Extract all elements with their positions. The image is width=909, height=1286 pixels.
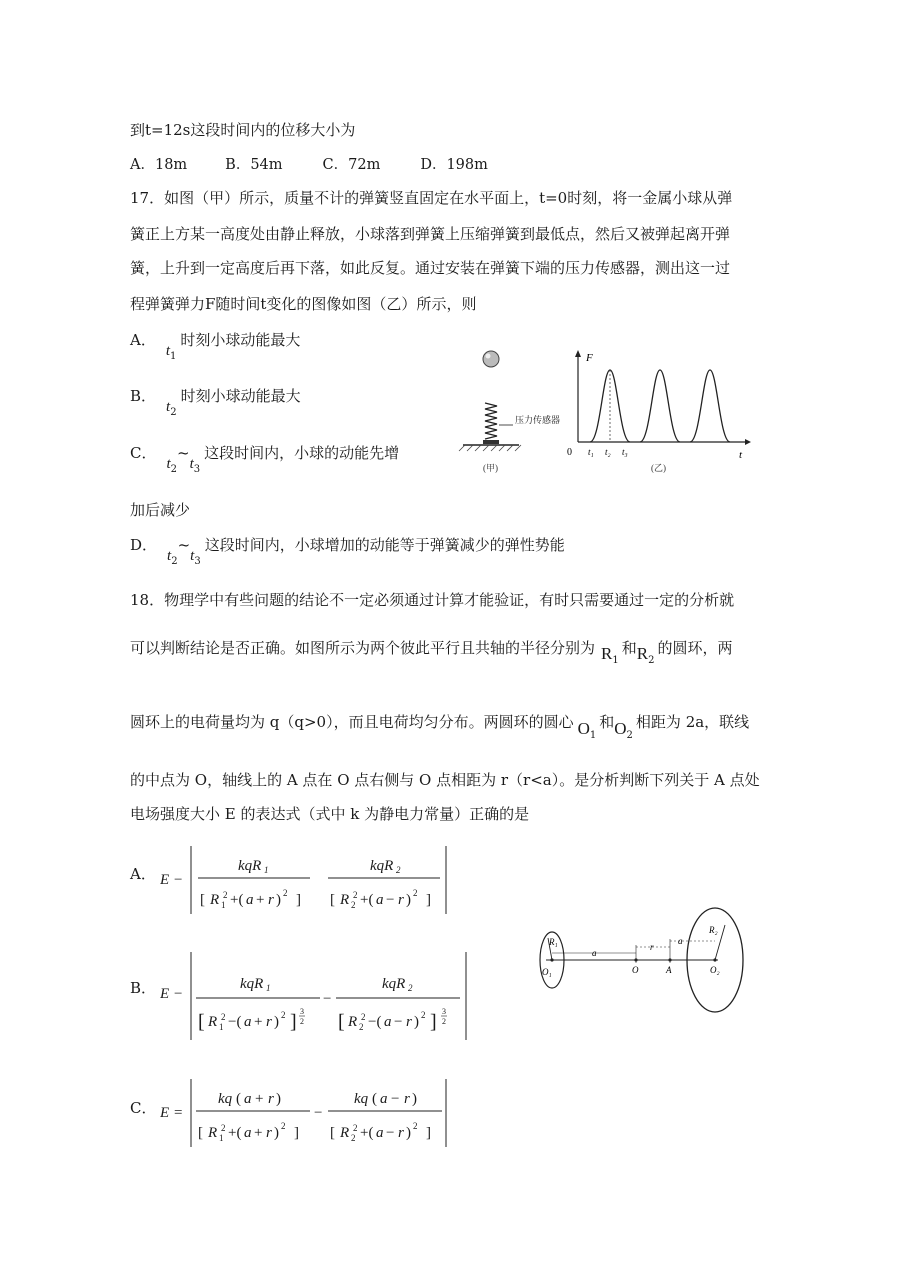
- svg-text:kqR: kqR: [240, 976, 264, 992]
- svg-text:1: 1: [264, 865, 269, 875]
- svg-text:2: 2: [396, 865, 401, 875]
- svg-text:kq: kq: [218, 1091, 233, 1107]
- svg-text:]: ]: [426, 1125, 431, 1141]
- svg-text:2: 2: [413, 1121, 418, 1131]
- svg-text:]: ]: [294, 1125, 299, 1141]
- svg-text:=: =: [174, 1105, 183, 1121]
- label-A: A: [666, 965, 672, 975]
- svg-text:2: 2: [283, 888, 288, 898]
- svg-text:3: 3: [442, 1007, 446, 1016]
- q18-figure: [530, 905, 755, 1020]
- svg-text:[: [: [330, 1125, 335, 1141]
- svg-text:2: 2: [442, 1017, 446, 1026]
- svg-text:−: −: [394, 1014, 403, 1030]
- svg-text:(: (: [372, 1091, 377, 1107]
- svg-text:+: +: [254, 1125, 263, 1141]
- svg-text:r: r: [268, 892, 274, 908]
- svg-text:): ): [274, 1014, 279, 1030]
- svg-text:): ): [414, 1014, 419, 1030]
- svg-text:+: +: [254, 1014, 263, 1030]
- svg-text:−: −: [323, 991, 332, 1007]
- caption-right: (乙): [651, 463, 666, 473]
- svg-text:3: 3: [300, 1007, 304, 1016]
- svg-text:R: R: [340, 892, 350, 908]
- svg-text:+(: +(: [230, 892, 244, 908]
- label-R1: R₁: [549, 937, 558, 947]
- svg-text:r: r: [268, 1091, 274, 1107]
- label-a2: a: [678, 936, 683, 946]
- svg-text:a: a: [246, 892, 254, 908]
- label-a1: a: [592, 948, 597, 958]
- q17-option-d[interactable]: D．$t_2\sim t_3$这段时间内，小球增加的动能等于弹簧减少的弹性势能: [130, 536, 565, 567]
- label-O: O: [632, 965, 639, 975]
- svg-text:2: 2: [421, 1010, 426, 1020]
- svg-text:]: ]: [426, 892, 431, 908]
- caption-left: (甲): [483, 463, 498, 473]
- svg-text:]: ]: [430, 1011, 437, 1033]
- svg-text:]: ]: [296, 892, 301, 908]
- svg-text:+(: +(: [360, 1125, 374, 1141]
- svg-text:R: R: [208, 1014, 218, 1030]
- svg-text:E: E: [160, 1105, 170, 1121]
- svg-text:+(: +(: [228, 1125, 242, 1141]
- q18-line-1: 18．物理学中有些问题的结论不一定必须通过计算才能验证，有时只需要通过一定的分析就: [130, 591, 735, 609]
- q18-option-b-label[interactable]: B．: [130, 979, 157, 997]
- q16-option-a[interactable]: A．18m: [130, 157, 188, 173]
- svg-text:E: E: [160, 986, 170, 1002]
- svg-text:): ): [274, 1125, 279, 1141]
- svg-text:2: 2: [359, 1022, 364, 1032]
- svg-text:r: r: [266, 1014, 272, 1030]
- label-O2: O₂: [710, 965, 720, 975]
- svg-text:a: a: [244, 1091, 252, 1107]
- svg-text:1: 1: [219, 1133, 224, 1143]
- q17-line-2: 簧正上方某一高度处由静止释放，小球落到弹簧上压缩弹簧到最低点，然后又被弹起离开弹: [130, 225, 731, 243]
- q18-formula-b: [160, 948, 480, 1046]
- q16-options: [130, 155, 488, 175]
- svg-text:R: R: [208, 1125, 218, 1141]
- svg-text:): ): [412, 1091, 417, 1107]
- q17-option-c-cont: 加后减少: [130, 501, 191, 519]
- q16-option-d[interactable]: D．198m: [420, 157, 488, 173]
- svg-text:): ): [276, 1091, 281, 1107]
- q16-option-c[interactable]: C．72m: [322, 157, 381, 173]
- svg-text:−(: −(: [368, 1014, 382, 1030]
- svg-text:a: a: [244, 1125, 252, 1141]
- svg-text:−: −: [174, 986, 183, 1002]
- svg-text:2: 2: [361, 1012, 366, 1022]
- svg-text:r: r: [406, 1014, 412, 1030]
- svg-text:r: r: [266, 1125, 272, 1141]
- q18-option-a-label[interactable]: A．: [130, 865, 156, 883]
- q18-line-4: 的中点为 O，轴线上的 A 点在 O 点右侧与 O 点相距为 r（r<a）。是分析判断下列关于 A 点处: [130, 771, 760, 789]
- svg-text:+: +: [256, 892, 265, 908]
- svg-text:−: −: [314, 1105, 323, 1121]
- svg-text:−: −: [391, 1091, 400, 1107]
- svg-text:−: −: [386, 892, 395, 908]
- svg-text:2: 2: [300, 1017, 304, 1026]
- origin-label: 0: [567, 447, 572, 458]
- pressure-sensor-icon: [483, 440, 499, 444]
- svg-text:a: a: [376, 1125, 384, 1141]
- svg-text:R: R: [210, 892, 220, 908]
- q17-option-b[interactable]: B．$t_2$时刻小球动能最大: [130, 387, 301, 418]
- tick-t3: t₃: [622, 447, 628, 457]
- sensor-label: 压力传感器: [515, 416, 561, 426]
- svg-text:2: 2: [281, 1010, 286, 1020]
- svg-text:R: R: [340, 1125, 350, 1141]
- q18-line-2: 可以判断结论是否正确。如图所示为两个彼此平行且共轴的半径分别为 $R_1$和$R_2$的圆环，两: [130, 639, 733, 666]
- q18-line-5: 电场强度大小 E 的表达式（式中 k 为静电力常量）正确的是: [130, 805, 530, 823]
- svg-text:[: [: [330, 892, 335, 908]
- svg-text:2: 2: [281, 1121, 286, 1131]
- svg-text:+(: +(: [360, 892, 374, 908]
- q18-formula-a: [160, 842, 460, 920]
- svg-text:2: 2: [223, 890, 228, 900]
- label-R2: R₂: [709, 925, 718, 935]
- svg-text:2: 2: [351, 1133, 356, 1143]
- q18-option-c-label[interactable]: C．: [130, 1099, 157, 1117]
- svg-text:a: a: [376, 892, 384, 908]
- svg-text:+: +: [255, 1091, 264, 1107]
- svg-text:r: r: [398, 1125, 404, 1141]
- svg-text:(: (: [236, 1091, 241, 1107]
- svg-text:2: 2: [351, 900, 356, 910]
- svg-text:−(: −(: [228, 1014, 242, 1030]
- spring-icon: [485, 403, 497, 439]
- q16-option-b[interactable]: B．54m: [225, 157, 283, 173]
- svg-text:[: [: [200, 892, 205, 908]
- svg-text:): ): [276, 892, 281, 908]
- svg-text:a: a: [380, 1091, 388, 1107]
- ball-icon: [483, 351, 499, 367]
- q17-figure: [455, 345, 755, 480]
- svg-text:2: 2: [353, 890, 358, 900]
- svg-text:2: 2: [408, 983, 413, 993]
- svg-text:kqR: kqR: [238, 858, 262, 874]
- tick-t2: t₂: [605, 447, 611, 457]
- svg-text:a: a: [384, 1014, 392, 1030]
- svg-text:2: 2: [413, 888, 418, 898]
- svg-text:−: −: [386, 1125, 395, 1141]
- svg-text:kq: kq: [354, 1091, 369, 1107]
- svg-text:]: ]: [290, 1011, 297, 1033]
- q18-formula-c: [160, 1075, 460, 1153]
- svg-text:1: 1: [266, 983, 271, 993]
- axis-y-label: F: [586, 352, 593, 364]
- axis-x-label: t: [739, 449, 743, 461]
- svg-text:1: 1: [219, 1022, 224, 1032]
- q16-tail: 到t=12s这段时间内的位移大小为: [130, 121, 356, 139]
- svg-text:2: 2: [221, 1123, 226, 1133]
- q17-option-a[interactable]: A．$t_1$时刻小球动能最大: [130, 331, 301, 362]
- svg-text:[: [: [198, 1011, 205, 1033]
- svg-text:r: r: [398, 892, 404, 908]
- svg-text:): ): [406, 1125, 411, 1141]
- svg-text:): ): [406, 892, 411, 908]
- q17-line-3: 簧，上升到一定高度后再下落，如此反复。通过安装在弹簧下端的压力传感器，测出这一过: [130, 259, 731, 277]
- svg-text:kqR: kqR: [382, 976, 406, 992]
- q17-line-4: 程弹簧弹力F随时间t变化的图像如图（乙）所示，则: [130, 295, 477, 313]
- label-O1: O₁: [542, 967, 552, 977]
- q18-line-3: 圆环上的电荷量均为 q（q>0），而且电荷均匀分布。两圆环的圆心 $O_1$和$O_2$相距为 2a，联线: [130, 713, 750, 741]
- svg-text:r: r: [404, 1091, 410, 1107]
- tick-t1: t₁: [588, 447, 594, 457]
- svg-text:kqR: kqR: [370, 858, 394, 874]
- q17-line-1: 17．如图（甲）所示，质量不计的弹簧竖直固定在水平面上，t=0时刻，将一金属小球从弹: [130, 189, 733, 207]
- q17-option-c[interactable]: C．$t_2\sim t_3$这段时间内，小球的动能先增: [130, 444, 400, 475]
- svg-text:R: R: [348, 1014, 358, 1030]
- svg-text:[: [: [338, 1011, 345, 1033]
- svg-text:2: 2: [353, 1123, 358, 1133]
- force-curve: [590, 370, 730, 442]
- svg-text:[: [: [198, 1125, 203, 1141]
- label-r: r: [650, 942, 654, 952]
- svg-text:E: E: [160, 872, 170, 888]
- svg-text:−: −: [174, 872, 183, 888]
- svg-text:2: 2: [221, 1012, 226, 1022]
- svg-text:1: 1: [221, 900, 226, 910]
- svg-text:a: a: [244, 1014, 252, 1030]
